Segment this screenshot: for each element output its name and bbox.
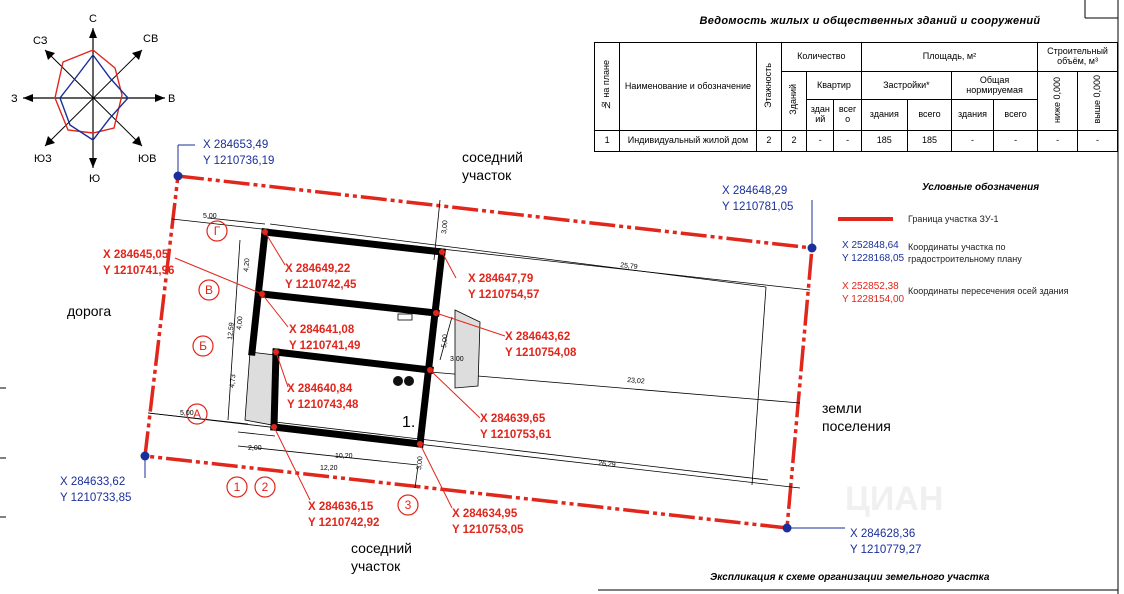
- table-cell: 1: [595, 131, 620, 152]
- wind-rose: [11, 13, 175, 185]
- compass-nw-label: СЗ: [33, 35, 48, 47]
- axis-number-3: 3: [404, 498, 412, 512]
- neighbor-bottom-label-1: соседний: [351, 540, 412, 556]
- table-cell: -: [952, 131, 994, 152]
- header-apt-total: всег о: [834, 100, 861, 131]
- axis-coord-y: Y 1210754,57: [468, 289, 540, 301]
- neighbor-top-label-1: соседний: [462, 149, 523, 165]
- neighbor-top-label-2: участок: [462, 167, 512, 183]
- axis-coord-x: X 284636,15: [308, 501, 374, 513]
- dimension-label: 12,20: [320, 465, 338, 472]
- legend-blue-x: X 252848,64: [842, 240, 899, 251]
- axis-coord-y: Y 1210742,45: [285, 279, 357, 291]
- compass-sw-label: ЮЗ: [34, 153, 52, 165]
- header-volume: Строительный объём, м³: [1038, 43, 1118, 72]
- header-norm-total: всего: [994, 100, 1038, 131]
- compass-n-label: С: [89, 13, 97, 25]
- axis-coord-y: Y 1210741,96: [103, 265, 175, 277]
- table-row: [595, 131, 1118, 152]
- axis-coord-x: X 284640,84: [287, 383, 353, 395]
- boundary-sw-y: Y 1210733,85: [60, 492, 132, 504]
- header-built: Застройки*: [861, 72, 951, 100]
- compass-ne-label: СВ: [143, 33, 159, 45]
- compass-s-label: Ю: [89, 173, 101, 185]
- legend-boundary-label: Граница участка ЗУ-1: [908, 214, 999, 224]
- arrow-n-icon: [89, 28, 97, 38]
- legend-blue-coords: [842, 240, 904, 265]
- table-cell: -: [1038, 131, 1078, 152]
- axis-letter-a: А: [192, 407, 202, 421]
- dimension-label: 3,00: [441, 219, 450, 235]
- dimension-label: 25,79: [619, 262, 638, 271]
- dimension-label: 26,29: [597, 460, 616, 469]
- axis-coord-x: X 284639,65: [480, 413, 546, 425]
- road-label: дорога: [67, 303, 112, 319]
- table-cell: Индивидуальный жилой дом: [620, 131, 757, 152]
- header-built-total: всего: [907, 100, 951, 131]
- dimension-label: 5,00: [441, 333, 450, 349]
- legend-title: Условные обозначения: [922, 182, 1040, 193]
- dimension-label: 4,20: [243, 257, 252, 273]
- settlement-label-1: земли: [822, 400, 862, 416]
- axis-coord-x: X 284647,79: [468, 273, 534, 285]
- axis-letter-g: Г: [213, 224, 221, 238]
- axis-coord-x: X 284649,22: [285, 263, 351, 275]
- axis-coord-x: X 284634,95: [452, 508, 518, 520]
- building-number: 1.: [402, 414, 416, 431]
- axis-number-2: 2: [261, 480, 269, 494]
- header-area: Площадь, м²: [861, 43, 1037, 72]
- header-built-bld: здания: [861, 100, 907, 131]
- boundary-se-x: X 284628,36: [850, 528, 916, 540]
- header-quantity: Количество: [781, 43, 861, 72]
- terrace-hatch: [455, 310, 480, 388]
- axis-coord-y: Y 1210754,08: [505, 347, 577, 359]
- dimension-label: 5,00: [180, 410, 194, 417]
- table-cell: -: [807, 131, 834, 152]
- opening-mark: [398, 314, 412, 320]
- header-name: Наименование и обозначение: [620, 43, 757, 131]
- table-cell: 2: [756, 131, 781, 152]
- compass-w-label: З: [11, 93, 18, 105]
- compass-e-label: В: [168, 93, 176, 105]
- dimension-label: 23,02: [626, 377, 645, 386]
- legend-blue-label: Координаты участка по градостроительному плану: [908, 242, 1022, 264]
- axis-coord-y: Y 1210753,05: [452, 524, 524, 536]
- legend-blue-y: Y 1228168,05: [842, 252, 905, 264]
- boundary-ne-y: Y 1210781,05: [722, 201, 794, 213]
- axis-letter-v: В: [204, 283, 214, 297]
- boundary-se-y: Y 1210779,27: [850, 544, 922, 556]
- header-floors: Этажность: [756, 43, 781, 131]
- header-below: ниже 0,000: [1038, 72, 1078, 131]
- arrow-s-icon: [89, 158, 97, 168]
- boundary-nw-y: Y 1210736,19: [203, 155, 275, 167]
- table-cell: -: [1078, 131, 1118, 152]
- arrow-w-icon: [23, 94, 33, 102]
- legend-red-coords: [842, 281, 904, 306]
- table-cell: 185: [861, 131, 907, 152]
- axis-coord-y: Y 1210753,61: [480, 429, 552, 441]
- neighbor-bottom-label-2: участок: [351, 558, 401, 574]
- dimension-label: 4,73: [229, 373, 238, 389]
- settlement-label-2: поселения: [822, 418, 891, 434]
- dimension-label: 12,59: [227, 322, 236, 341]
- buildings-table: [594, 42, 1118, 152]
- table-cell: -: [994, 131, 1038, 152]
- axis-coord-y: Y 1210742,92: [308, 517, 380, 529]
- table-cell: -: [834, 131, 861, 152]
- axis-coord-x: X 284643,62: [505, 331, 571, 343]
- axis-number-1: 1: [233, 480, 241, 494]
- axis-coord-x: X 284645,05: [103, 249, 169, 261]
- header-total-norm: Общая нормируемая: [952, 72, 1038, 100]
- table-cell: 2: [781, 131, 806, 152]
- axis-letter-b: Б: [199, 339, 207, 353]
- axis-coord-y: Y 1210741,49: [289, 340, 361, 352]
- table-title: Ведомость жилых и общественных зданий и сооружений: [699, 15, 1041, 27]
- header-apt-building: здан ий: [807, 100, 834, 131]
- watermark-logo: ЦИАН: [845, 480, 944, 518]
- legend-red-x: X 252852,38: [842, 281, 899, 292]
- header-buildings: Зданий: [781, 72, 806, 131]
- compass-se-label: ЮВ: [138, 153, 157, 165]
- boundary-nw-x: X 284653,49: [203, 139, 269, 151]
- dimension-label: 3,00: [450, 356, 464, 363]
- header-apartments: Квартир: [807, 72, 862, 100]
- axis-coord-x: X 284641,08: [289, 324, 355, 336]
- explication-title: Экспликация к схеме организации земельного участка: [710, 572, 990, 583]
- dimension-label: 5,00: [203, 213, 217, 220]
- dimension-label: 2,00: [248, 445, 262, 452]
- header-above: выше 0,000: [1078, 72, 1118, 131]
- utility-point: [393, 376, 403, 386]
- boundary-ne-x: X 284648,29: [722, 185, 788, 197]
- header-num: № на плане: [595, 43, 620, 131]
- dimension-label: 3,00: [416, 455, 425, 471]
- boundary-sw-x: X 284633,62: [60, 476, 126, 488]
- dimension-label: 10,20: [335, 453, 353, 460]
- porch-hatch: [245, 352, 275, 425]
- legend-red-label: Координаты пересечения осей здания: [908, 286, 1069, 296]
- arrow-e-icon: [155, 94, 165, 102]
- dimension-label: 4,00: [236, 315, 245, 331]
- legend-red-y: Y 1228154,00: [842, 293, 905, 305]
- table-cell: 185: [907, 131, 951, 152]
- header-norm-bld: здания: [952, 100, 994, 131]
- axis-coord-y: Y 1210743,48: [287, 399, 359, 411]
- utility-point: [404, 376, 414, 386]
